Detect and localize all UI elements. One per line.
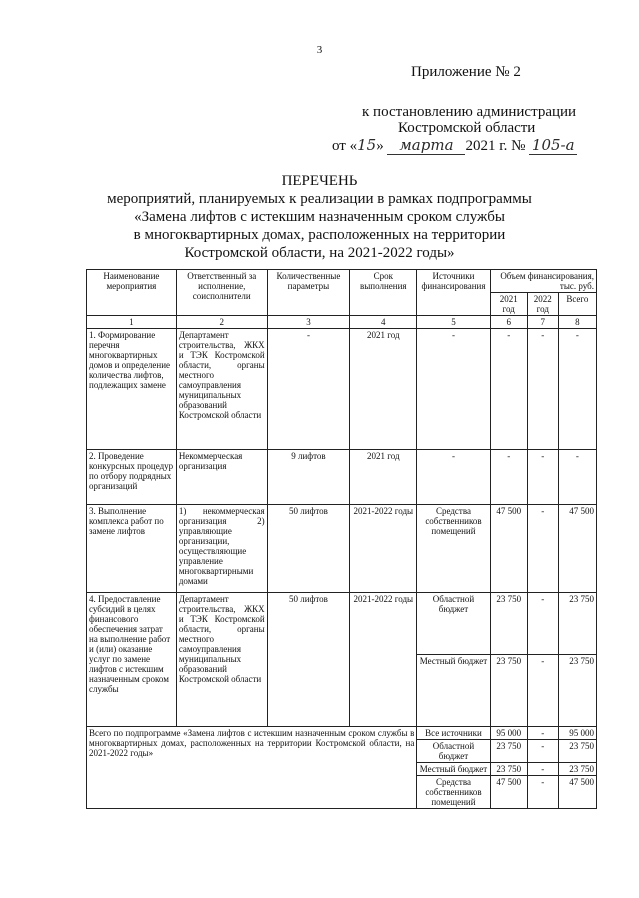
date-year: 2021 г. № [465,138,526,154]
handwritten-day: 15 [357,136,377,154]
activity-term: 2021-2022 годы [350,505,417,593]
amount-2021: - [490,450,527,505]
amount-total: 23 750 [558,593,596,655]
column-number: 3 [267,316,350,329]
activity-name: 1. Формирование перечня многоквартирных домов и определение количества лифтов, подлежащих замене [87,329,177,450]
summary-row [87,727,597,740]
table-row [87,593,597,655]
column-number: 5 [417,316,490,329]
activity-name: 3. Выполнение комплекса работ по замене лифтов [87,505,177,593]
activities-table [86,269,597,809]
activity-source: Средства собственников помещений [417,505,490,593]
activity-params: - [267,329,350,450]
summary-source: Все источники [417,727,490,740]
activity-params: 9 лифтов [267,450,350,505]
amount-2021: 23 750 [490,655,527,727]
amount-total: 23 750 [558,655,596,727]
summary-2021: 95 000 [490,727,527,740]
decree-date-line [332,136,577,155]
decree-reference: к постановлению администрации [362,104,577,120]
appendix-label: Приложение № 2 [411,64,521,80]
summary-2021: 47 500 [490,776,527,809]
amount-total: - [558,329,596,450]
column-number: 8 [558,316,596,329]
amount-2021: 47 500 [490,505,527,593]
amount-2022: - [527,329,558,450]
subtitle-line: «Замена лифтов с истекшим назначенным сроком службы [134,209,505,225]
activity-name: 4. Предоставление субсидий в целях финансового обеспечения затрат на выполнение работ и (или) оказание услуг по замене лифтов с истекшим назначенным сроком службы [87,593,177,727]
activity-responsible: Некоммерческая организация [176,450,267,505]
amount-2022: - [527,505,558,593]
amount-total: - [558,450,596,505]
date-prefix: от « [332,138,358,154]
header-sources: Источники финансирования [417,270,490,316]
header-params: Количественные параметры [267,270,350,316]
activity-source: Областной бюджет [417,593,490,655]
header-year-2021: 2021 год [490,293,527,316]
summary-2022: - [527,740,558,763]
handwritten-month: марта [387,136,465,155]
amount-2021: - [490,329,527,450]
header-volume: Объем финансирования, тыс. руб. [490,270,596,293]
header-year-2022: 2022 год [527,293,558,316]
table-header-row [87,270,597,293]
column-number: 6 [490,316,527,329]
date-mid: » [376,138,384,154]
summary-2022: - [527,776,558,809]
amount-total: 47 500 [558,505,596,593]
activity-term: 2021 год [350,450,417,505]
column-number-row [87,316,597,329]
document-subtitle [0,190,639,262]
summary-total: 95 000 [558,727,596,740]
header-total: Всего [558,293,596,316]
amount-2022: - [527,593,558,655]
amount-2022: - [527,450,558,505]
table-row [87,450,597,505]
header-responsible: Ответственный за исполнение, соисполнители [176,270,267,316]
summary-2022: - [527,763,558,776]
activity-source: Местный бюджет [417,655,490,727]
subtitle-line: мероприятий, планируемых к реализации в рамках подпрограммы [107,191,532,207]
activity-responsible: Департамент строительства, ЖКХ и ТЭК Костромской области, органы местного самоуправления муниципальных образований Костромской области [176,329,267,450]
header-term: Срок выполнения [350,270,417,316]
summary-label: Всего по подпрограмме «Замена лифтов с истекшим назначенным сроком службы в многоквартирных домах, расположенных на территории Костромской области, на 2021-2022 годы» [87,727,417,809]
summary-2021: 23 750 [490,763,527,776]
handwritten-doc-number: 105-а [529,136,577,155]
amount-2021: 23 750 [490,593,527,655]
activity-params: 50 лифтов [267,505,350,593]
column-number: 7 [527,316,558,329]
column-number: 4 [350,316,417,329]
activity-name: 2. Проведение конкурсных процедур по отбору подрядных организаций [87,450,177,505]
summary-total: 23 750 [558,740,596,763]
document-title: ПЕРЕЧЕНЬ [281,173,358,189]
summary-total: 47 500 [558,776,596,809]
activity-responsible: Департамент строительства, ЖКХ и ТЭК Костромской области, органы местного самоуправления муниципальных образований Костромской области [176,593,267,727]
header-name: Наименование мероприятия [87,270,177,316]
summary-source: Областной бюджет [417,740,490,763]
subtitle-line: Костромской области, на 2021-2022 годы» [184,245,455,261]
column-number: 1 [87,316,177,329]
activity-term: 2021 год [350,329,417,450]
amount-2022: - [527,655,558,727]
activity-source: - [417,329,490,450]
table-row [87,329,597,450]
page-number: 3 [316,44,323,56]
summary-source: Местный бюджет [417,763,490,776]
region-name: Костромской области [398,120,536,136]
summary-2022: - [527,727,558,740]
activity-responsible: 1) некоммерческая организация 2) управляющие организации, осуществляющие управление многоквартирными домами [176,505,267,593]
summary-2021: 23 750 [490,740,527,763]
summary-source: Средства собственников помещений [417,776,490,809]
activity-term: 2021-2022 годы [350,593,417,727]
subtitle-line: в многоквартирных домах, расположенных на территории [133,227,506,243]
activity-params: 50 лифтов [267,593,350,727]
table-row [87,505,597,593]
column-number: 2 [176,316,267,329]
summary-total: 23 750 [558,763,596,776]
activity-source: - [417,450,490,505]
